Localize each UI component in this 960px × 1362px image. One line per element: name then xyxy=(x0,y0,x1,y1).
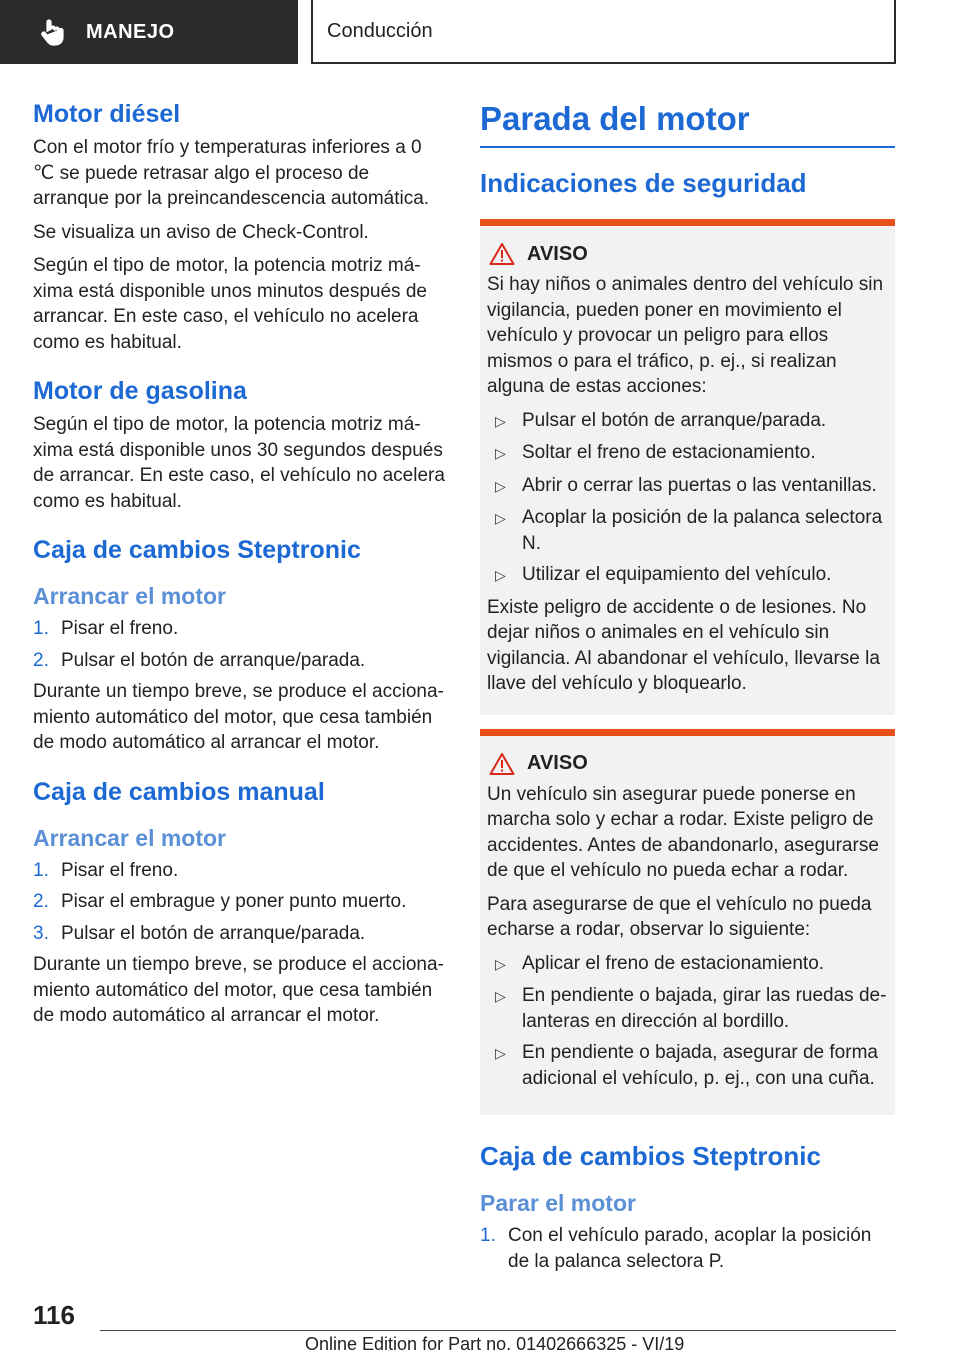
manual-start-subheading: Arrancar el motor xyxy=(33,824,227,851)
step-number: 1. xyxy=(33,859,49,881)
list-item xyxy=(487,408,887,435)
chapter-label: Conducción xyxy=(327,19,433,42)
steptronic-stop-subheading: Parar el motor xyxy=(480,1190,636,1216)
hand-pointer-icon xyxy=(38,17,68,47)
bullet-text: Utilizar el equipamiento del vehículo. xyxy=(522,564,832,585)
warning-header xyxy=(487,752,887,776)
warning-paragraph: Si hay niños o animales dentro del vehículo sin vigilancia, pueden poner en movimiento el vehículo y provocar un peligro para ellos mismos o para el tráfico, p. ej., si realizan alguna de estas acciones: xyxy=(487,274,884,397)
page-title: Parada del motor xyxy=(480,100,895,148)
bullet-triangle-icon: ▷ xyxy=(495,412,506,429)
list-item xyxy=(487,505,887,556)
list-item xyxy=(33,889,448,915)
warning-label: AVISO xyxy=(527,242,588,265)
section-label: MANEJO xyxy=(86,20,175,43)
step-number: 1. xyxy=(480,1225,496,1246)
step-text: Pulsar el botón de arranque/parada. xyxy=(61,922,366,944)
bullet-text: Abrir o cerrar las puertas o las ventanillas. xyxy=(522,474,877,496)
list-item xyxy=(487,473,887,500)
steptronic-start-subheading: Arrancar el motor xyxy=(33,583,227,609)
warning-label: AVISO xyxy=(527,752,588,774)
step-number: 3. xyxy=(33,922,49,944)
step-text: Pisar el freno. xyxy=(61,859,179,881)
bullet-triangle-icon: ▷ xyxy=(495,955,506,972)
warning-paragraph: Existe peligro de accidente o de lesiones. No dejar niños o animales en el vehículo sin vigilancia. Al abandonar el vehículo, llevarse la llave del vehículo y bloquearlo. xyxy=(487,596,880,694)
steptronic-start-section xyxy=(33,536,448,756)
chapter-tab xyxy=(311,0,896,64)
steptronic-heading: Caja de cambios Steptronic xyxy=(33,536,361,564)
manual-heading: Caja de cambios manual xyxy=(33,777,325,806)
bullet-text: Pulsar el botón de arranque/parada. xyxy=(522,409,827,431)
warning-box-2 xyxy=(480,729,895,1116)
bullet-triangle-icon: ▷ xyxy=(495,567,506,583)
diesel-paragraph-3: Según el tipo de motor, la potencia motriz máxima está disponible unos minutos después de arrancar. En este caso, el vehículo no acelera como es habitual. xyxy=(33,255,427,353)
diesel-paragraph-1: Con el motor frío y temperaturas inferiores a 0 ℃ se puede retrasar algo el proceso de arranque por la preincandescencia automática. xyxy=(33,137,430,209)
diesel-paragraph-2: Se visualiza un aviso de Check-Control. xyxy=(33,221,369,243)
list-item xyxy=(487,951,887,978)
step-text: Pisar el freno. xyxy=(61,618,179,639)
bullet-triangle-icon: ▷ xyxy=(495,988,506,1004)
bullet-text: Soltar el freno de estacionamiento. xyxy=(522,442,816,463)
gasoline-heading: Motor de gasolina xyxy=(33,377,247,405)
manual-start-steps xyxy=(33,858,448,947)
bullet-triangle-icon: ▷ xyxy=(495,510,506,526)
footer-divider xyxy=(100,1330,896,1331)
steptronic-stop-steps xyxy=(480,1223,895,1274)
left-column xyxy=(33,100,448,1051)
bullet-text: En pendiente o bajada, asegurar de forma adicional el vehículo, p. ej., con una cuña. xyxy=(522,1042,878,1089)
steptronic-start-paragraph: Durante un tiempo breve, se produce el accionamiento automático del motor, que cesa también de modo automático al arrancar el motor. xyxy=(33,681,444,753)
gasoline-section xyxy=(33,377,448,514)
list-item xyxy=(487,1040,887,1091)
right-column xyxy=(480,100,895,1280)
safety-heading: Indicaciones de seguridad xyxy=(480,168,807,198)
bullet-text: Acoplar la posición de la palanca selectora N. xyxy=(522,507,883,554)
steptronic-start-steps xyxy=(33,616,448,673)
edition-note: Online Edition for Part no. 01402666325 - VI/19 xyxy=(305,1334,685,1354)
diesel-heading: Motor diésel xyxy=(33,100,181,128)
steptronic-stop-heading: Caja de cambios Steptronic xyxy=(480,1141,821,1171)
list-item xyxy=(33,921,448,947)
bullet-triangle-icon: ▷ xyxy=(495,477,506,494)
step-text: Pulsar el botón de arranque/parada. xyxy=(61,649,366,671)
step-number: 2. xyxy=(33,891,49,912)
section-tab xyxy=(0,0,298,64)
warning-paragraph: Para asegurarse de que el vehículo no pueda echarse a rodar, observar lo siguiente: xyxy=(487,893,872,940)
warning-triangle-icon xyxy=(489,752,515,776)
manual-start-paragraph: Durante un tiempo breve, se produce el accionamiento automático del motor, que cesa también de modo automático al arrancar el motor. xyxy=(33,954,444,1026)
list-item xyxy=(33,616,448,642)
bullet-triangle-icon: ▷ xyxy=(495,1045,506,1061)
manual-start-section xyxy=(33,778,448,1029)
page-number: 116 xyxy=(33,1300,75,1330)
list-item xyxy=(480,1223,895,1274)
list-item xyxy=(33,858,448,884)
list-item xyxy=(487,440,887,467)
bullet-text: Aplicar el freno de estacionamiento. xyxy=(522,952,825,974)
gasoline-paragraph: Según el tipo de motor, la potencia motriz máxima está disponible unos 30 segundos después de arrancar. En este caso, el vehículo no acelera como es habitual. xyxy=(33,414,445,512)
list-item xyxy=(33,648,448,674)
bullet-triangle-icon: ▷ xyxy=(495,445,506,461)
warning-bullet-list xyxy=(487,951,887,1092)
step-text: Con el vehículo parado, acoplar la posición de la palanca selectora P. xyxy=(508,1225,872,1272)
list-item xyxy=(487,562,887,589)
warning-triangle-icon xyxy=(489,242,515,266)
step-number: 2. xyxy=(33,649,49,671)
warning-bullet-list xyxy=(487,408,887,589)
list-item xyxy=(487,983,887,1034)
step-text: Pisar el embrague y poner punto muerto. xyxy=(61,891,407,912)
warning-header xyxy=(487,242,887,266)
warning-paragraph: Un vehículo sin asegurar puede ponerse en marcha solo y echar a rodar. Existe peligro de accidentes. Antes de abandonarlo, asegurarse de que el vehículo no pueda echar a rodar. xyxy=(487,783,879,881)
warning-box-1 xyxy=(480,219,895,715)
step-number: 1. xyxy=(33,618,49,639)
bullet-text: En pendiente o bajada, girar las ruedas delanteras en dirección al bordillo. xyxy=(522,985,887,1032)
diesel-section xyxy=(33,100,448,355)
